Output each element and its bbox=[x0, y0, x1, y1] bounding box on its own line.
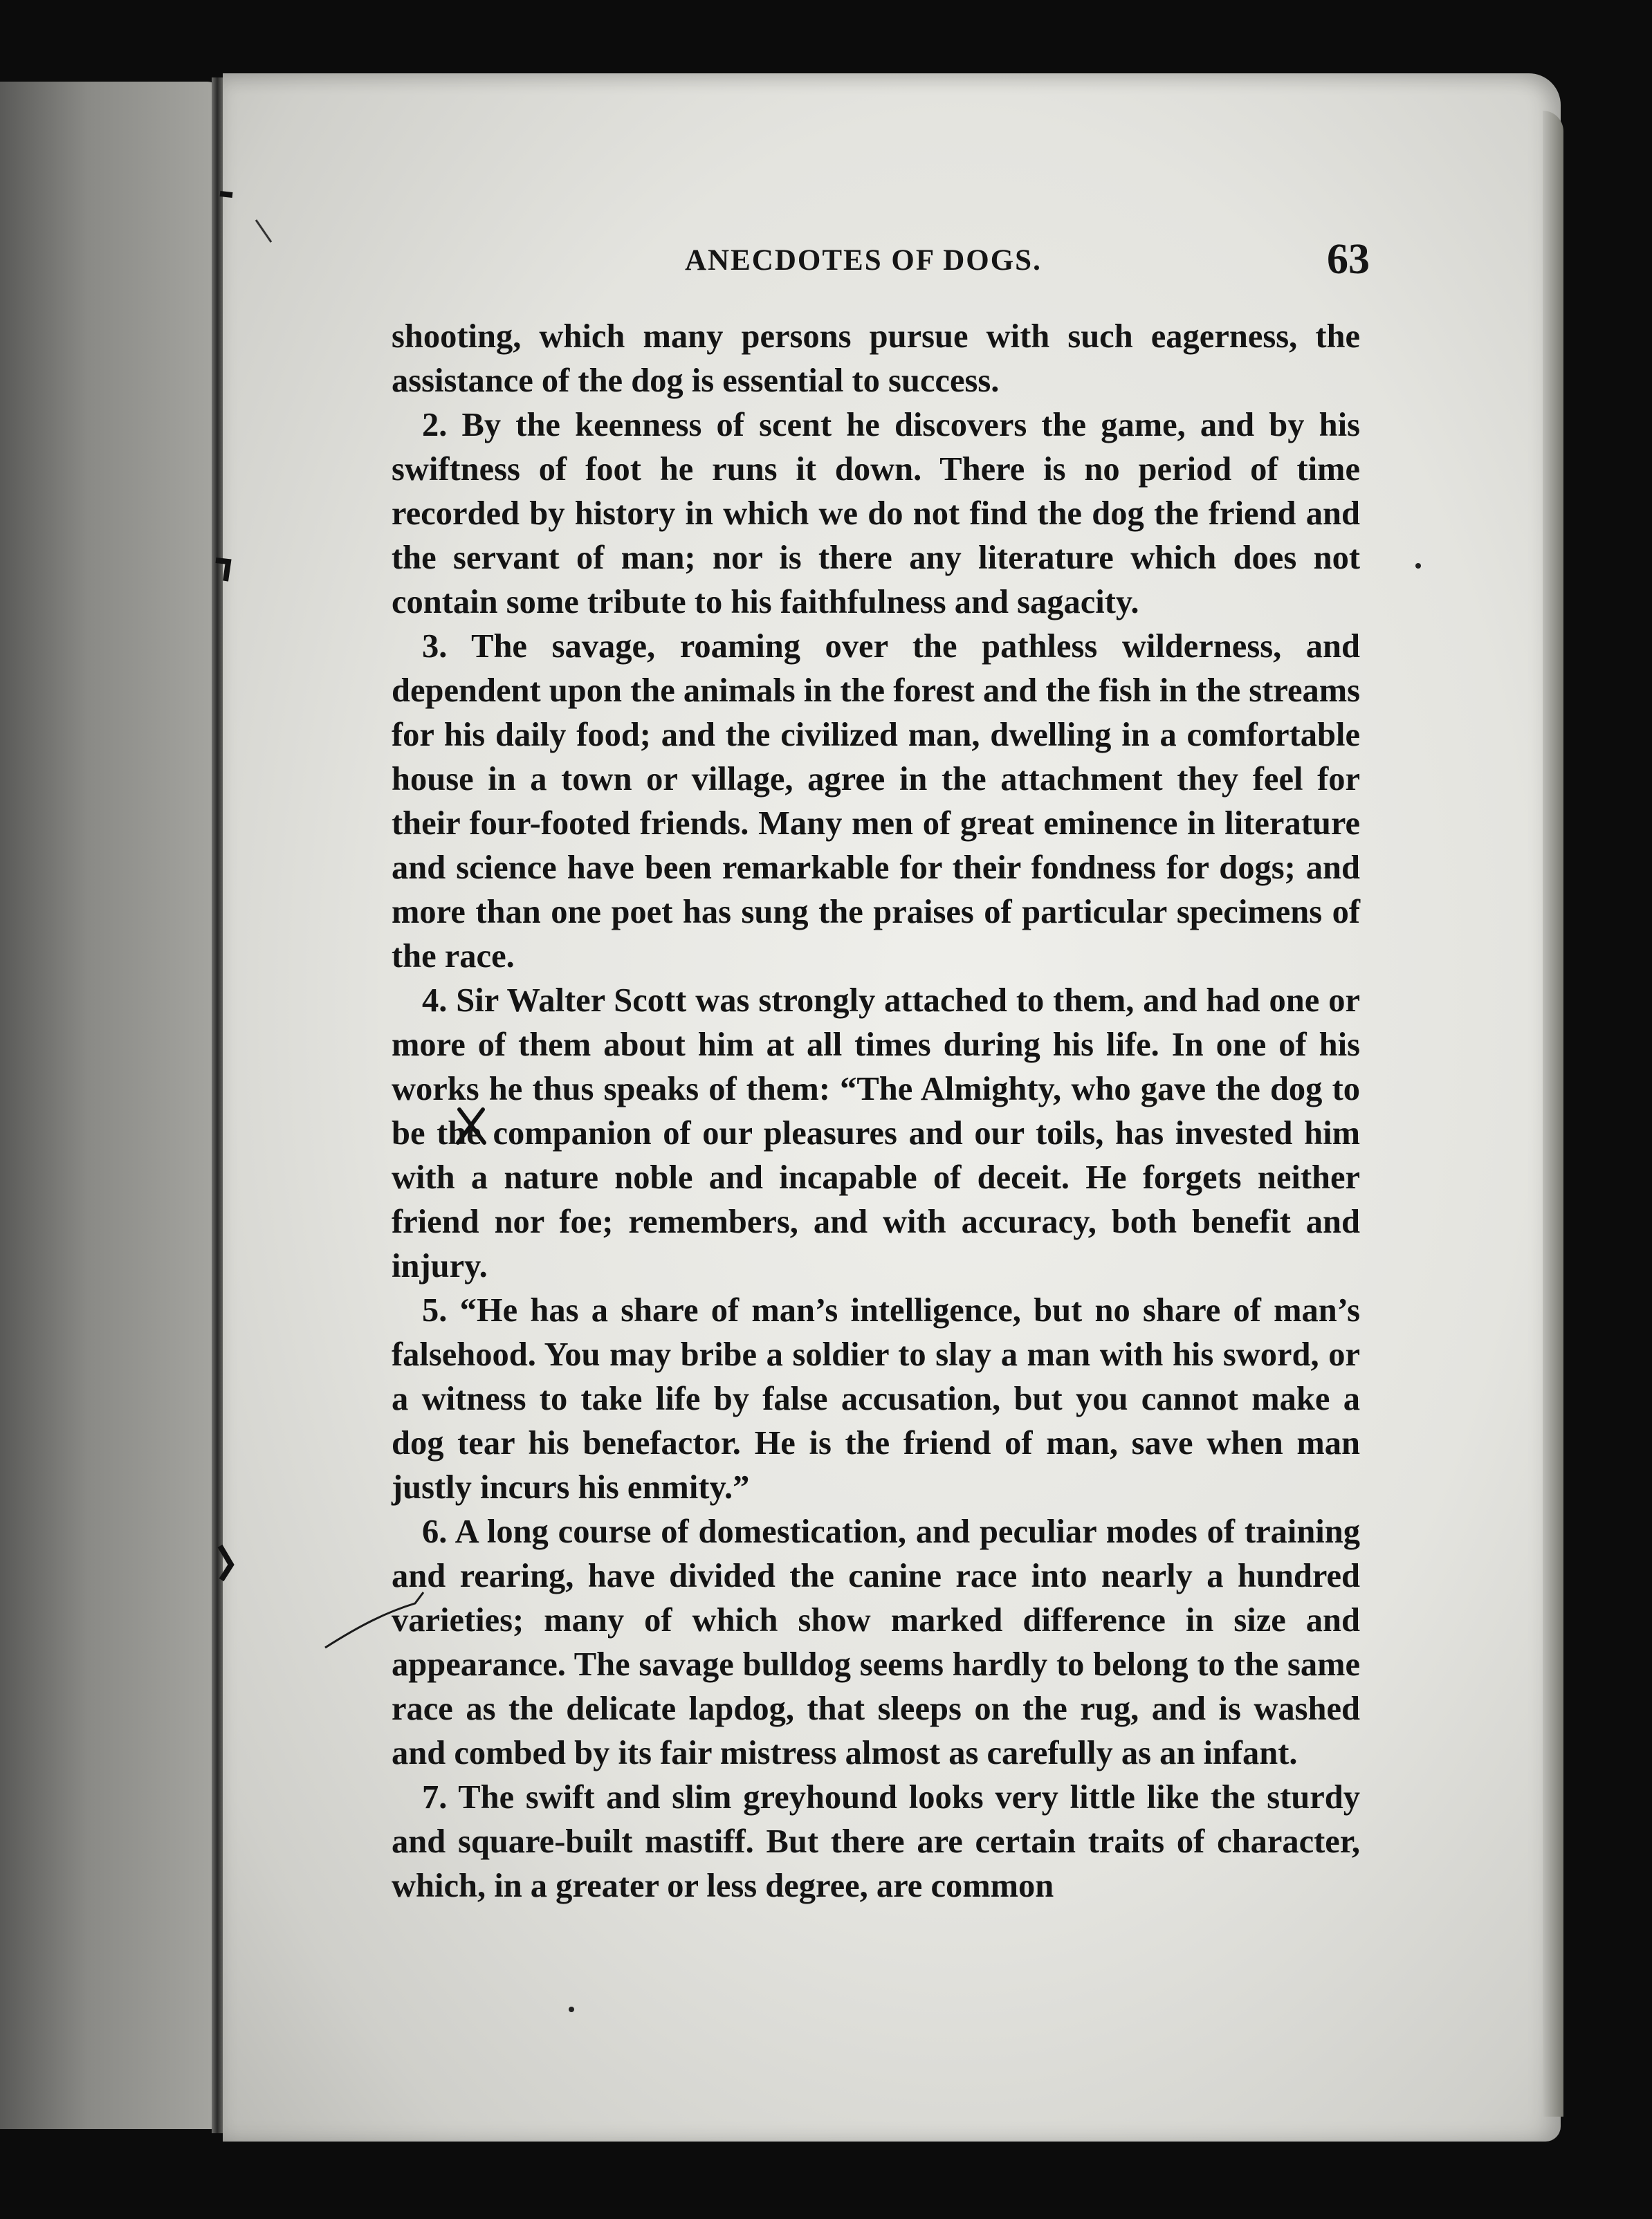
body-text bbox=[392, 315, 1360, 1908]
paragraph-1-continued: shooting, which many persons pursue with such eagerness, the assistance of the dog is essential to success. bbox=[392, 318, 1360, 399]
page-fore-edge bbox=[1543, 111, 1563, 2117]
paragraph-5: 5. “He has a share of man’s intelligence, but no share of man’s falsehood. You may bribe a soldier to slay a man with his sword, or a witness to take life by false accusation, but you cannot make a dog tear his benefactor. He is the friend of man, save when man justly incurs his enmity.” bbox=[392, 1292, 1360, 1506]
paragraph-7: 7. The swift and slim greyhound looks very little like the sturdy and square-built mastiff. But there are certain traits of character, which, in a greater or less degree, are common bbox=[392, 1779, 1360, 1904]
paragraph-4: 4. Sir Walter Scott was strongly attached to them, and had one or more of them about him at all times during his life. In one of his works he thus speaks of them: “The Almighty, who gave the dog to be the companion of our pleasures and our toils, has invested him with a nature noble and incapable of deceit. He forgets neither friend nor foe; remembers, and with accuracy, both benefit and injury. bbox=[392, 982, 1360, 1285]
running-title: ANECDOTES OF DOGS. bbox=[685, 244, 1042, 277]
page-number: 63 bbox=[1327, 236, 1370, 283]
paragraph-6: 6. A long course of domestication, and peculiar modes of training and rearing, have divided the canine race into nearly a hundred varieties; many of which show marked difference in size and appearance. The savage bulldog seems hardly to belong to the same race as the delicate lapdog, that sleeps on the rug, and is washed and combed by its fair mistress almost as carefully as an infant. bbox=[392, 1513, 1360, 1771]
paragraph-3: 3. The savage, roaming over the pathless wilderness, and dependent upon the animals in the forest and the fish in the streams for his daily food; and the civilized man, dwelling in a comfortable house in a town or village, agree in the attachment they feel for their four-footed friends. Many men of great eminence in literature and science have been remarkable for their fondness for dogs; and more than one poet has sung the praises of particular specimens of the race. bbox=[392, 628, 1360, 975]
page-header bbox=[685, 235, 1370, 291]
paragraph-2: 2. By the keenness of scent he discovers the game, and by his swiftness of foot he runs it down. There is no period of time recorded by history in which we do not find the dog the friend and the servant of man; nor is there any literature which does not contain some tribute to his faithfulness and sagacity. bbox=[392, 407, 1360, 620]
facing-page-edge bbox=[0, 82, 220, 2129]
